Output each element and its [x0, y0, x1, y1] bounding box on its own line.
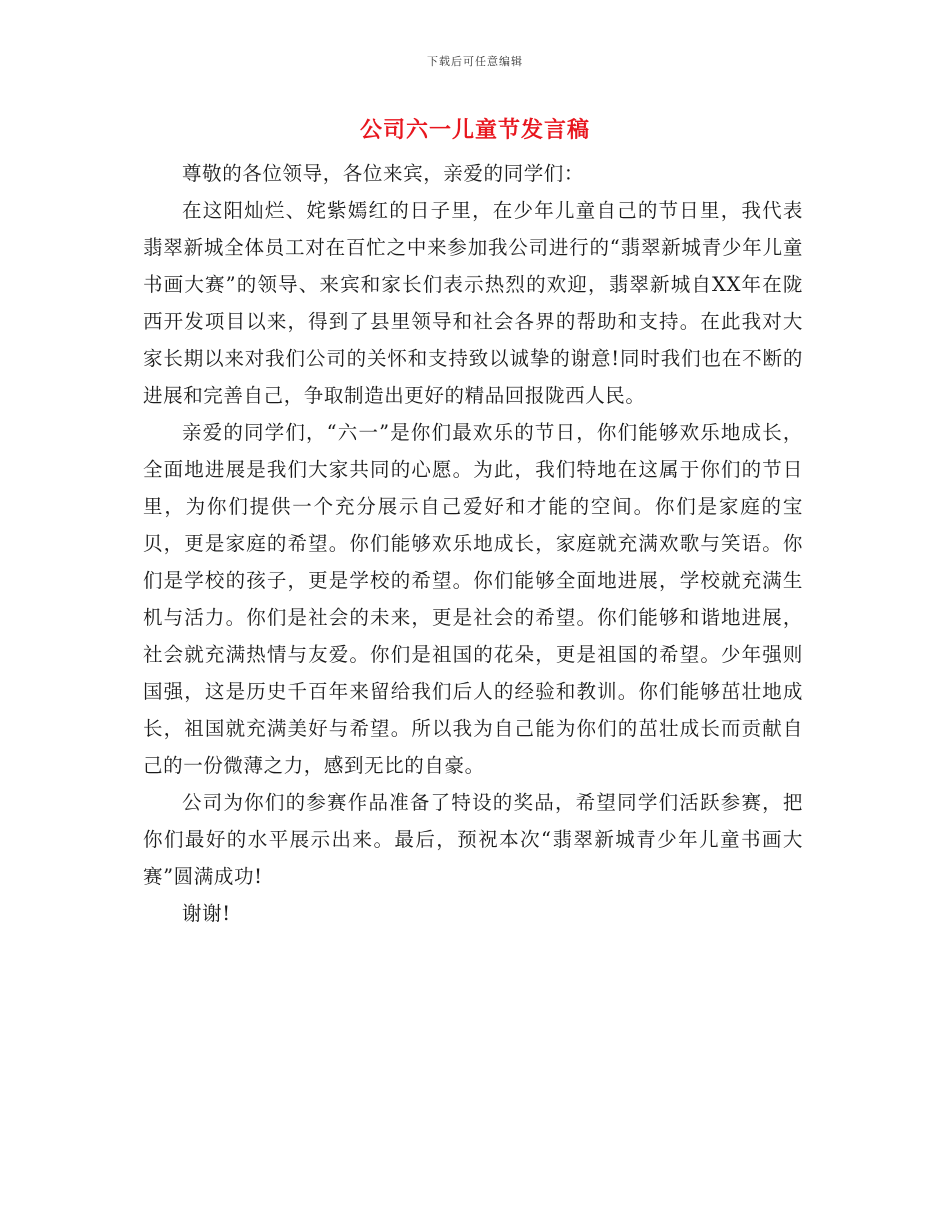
document-body — [143, 155, 803, 932]
document-title: 公司六一儿童节发言稿 — [359, 117, 590, 143]
salutation: 尊敬的各位领导，各位来宾，亲爱的同学们： — [182, 162, 585, 185]
paragraph-2: 亲爱的同学们，“六一”是你们最欢乐的节日，你们能够欢乐地成长，全面地进展是我们大家共同的心愿。为此，我们特地在这属于你们的节日里，为你们提供一个充分展示自己爱好和才能的空间。你们是家庭的宝贝，更是家庭的希望。你们能够欢乐地成长，家庭就充满欢歌与笑语。你们是学校的孩子，更是学校的希望。你们能够全面地进展，学校就充满生机与活力。你们是社会的未来，更是社会的希望。你们能够和谐地进展，社会就充满热情与友爱。你们是祖国的花朵，更是祖国的希望。少年强则国强，这是历史千百年来留给我们后人的经验和教训。你们能够茁壮地成长，祖国就充满美好与希望。所以我为自己能为你们的茁壮成长而贡献自己的一份微薄之力，感到无比的自豪。 — [143, 421, 803, 777]
closing: 谢谢! — [182, 902, 231, 925]
paragraph-3: 公司为你们的参赛作品准备了特设的奖品，希望同学们活跃参赛，把你们最好的水平展示出来。最后，预祝本次“翡翠新城青少年儿童书画大赛”圆满成功! — [143, 791, 803, 888]
header-note: 下载后可任意编辑 — [427, 55, 523, 68]
paragraph-1: 在这阳灿烂、姹紫嫣红的日子里，在少年儿童自己的节日里，我代表翡翠新城全体员工对在百忙之中来参加我公司进行的“翡翠新城青少年儿童书画大赛”的领导、来宾和家长们表示热烈的欢迎，翡翠新城自XX年在陇西开发项目以来，得到了县里领导和社会各界的帮助和支持。在此我对大家长期以来对我们公司的关怀和支持致以诚挚的谢意!同时我们也在不断的进展和完善自己，争取制造出更好的精品回报陇西人民。 — [143, 199, 803, 407]
